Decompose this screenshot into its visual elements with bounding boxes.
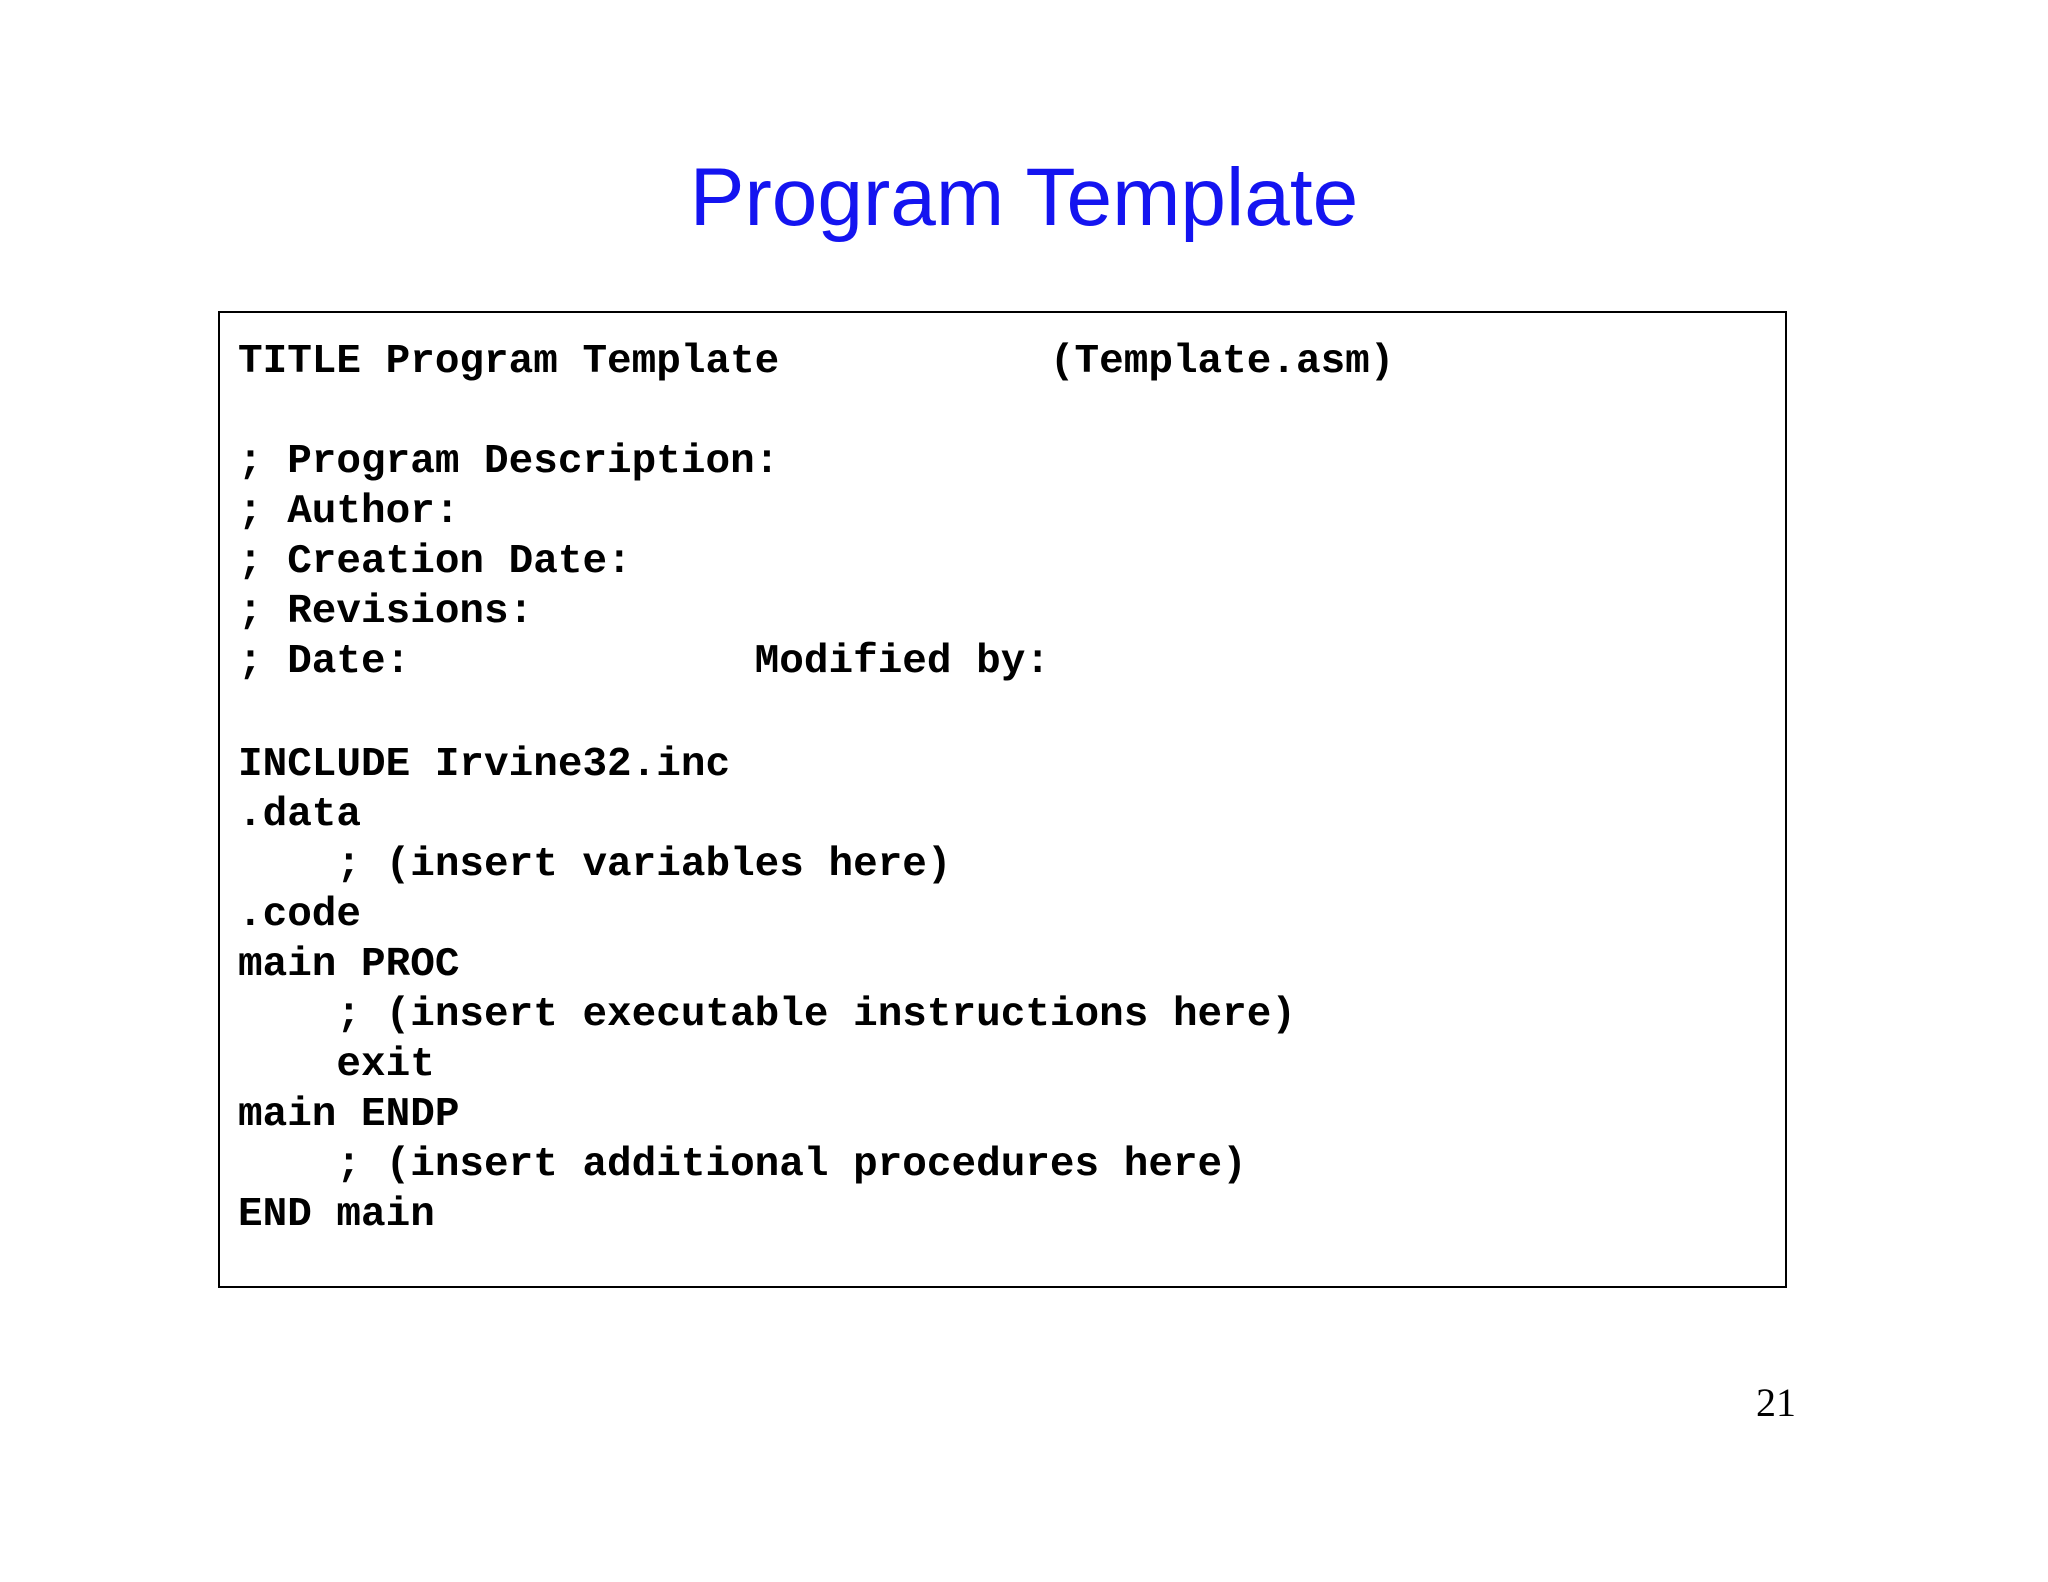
- code-line-end-main: END main: [238, 1192, 435, 1238]
- code-line-main-endp: main ENDP: [238, 1092, 460, 1138]
- code-line-date-modified: ; Date: Modified by:: [238, 639, 1050, 685]
- code-line-insert-variables: ; (insert variables here): [238, 842, 952, 888]
- code-line-code: .code: [238, 892, 362, 938]
- code-line-author: ; Author:: [238, 489, 460, 535]
- code-line-description: ; Program Description:: [238, 439, 780, 485]
- code-line-include: INCLUDE Irvine32.inc: [238, 742, 731, 788]
- code-line-insert-instructions: ; (insert executable instructions here): [238, 992, 1296, 1038]
- code-line-title: TITLE Program Template (Template.asm): [238, 339, 1395, 385]
- page-number: 21: [1756, 1380, 1796, 1425]
- code-line-creation-date: ; Creation Date:: [238, 539, 632, 585]
- code-listing-box: [218, 311, 1787, 1288]
- code-line-exit: exit: [238, 1042, 435, 1088]
- slide-title: Program Template: [689, 152, 1359, 243]
- code-line-insert-procedures: ; (insert additional procedures here): [238, 1142, 1247, 1188]
- code-line-main-proc: main PROC: [238, 942, 460, 988]
- code-line-revisions: ; Revisions:: [238, 589, 534, 635]
- code-line-data: .data: [238, 792, 362, 838]
